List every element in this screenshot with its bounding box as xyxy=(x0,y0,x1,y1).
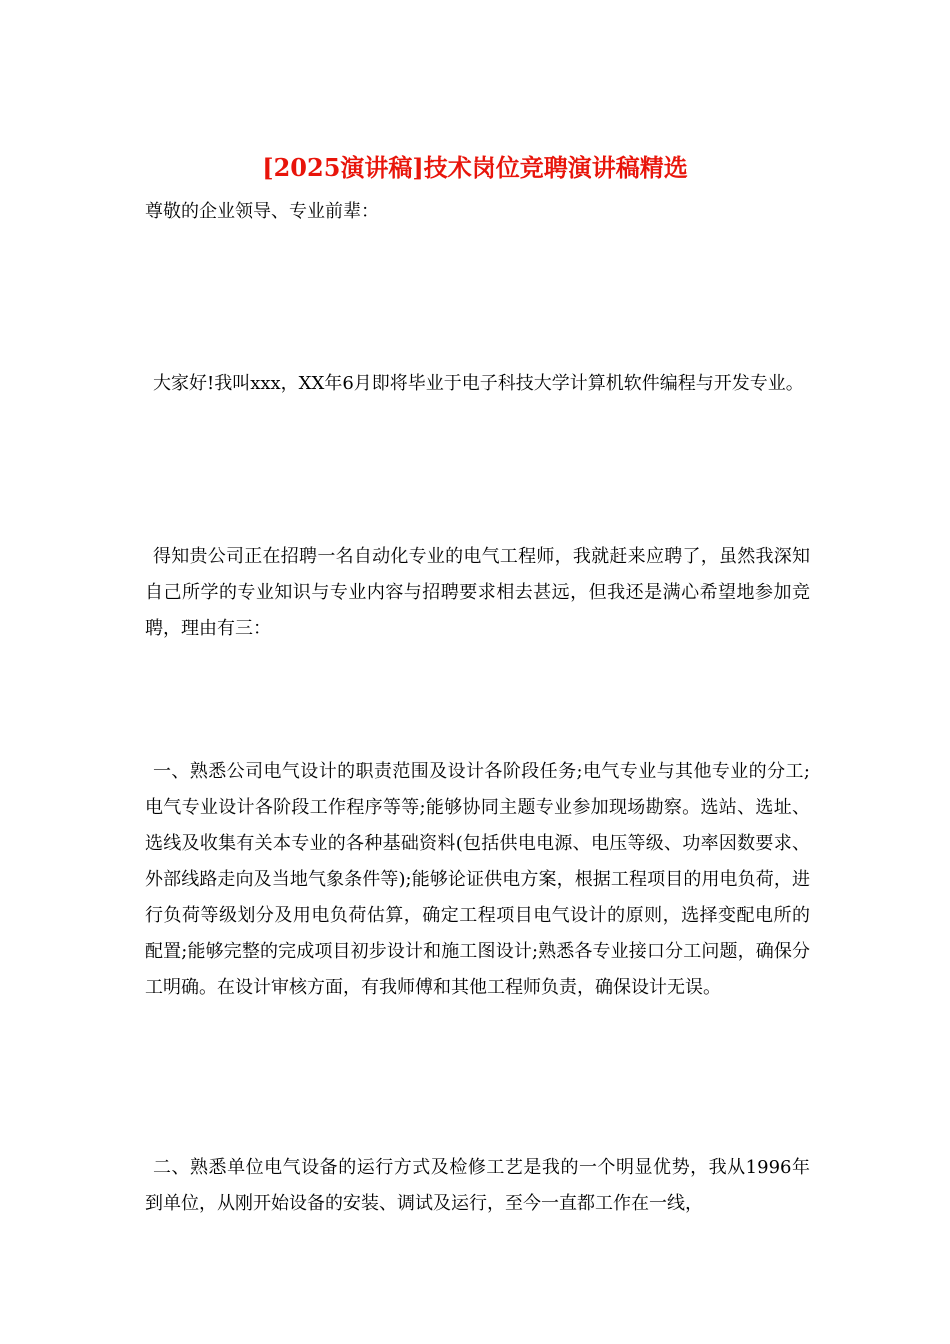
document-title: [2025演讲稿]技术岗位竞聘演讲稿精选 xyxy=(262,153,688,182)
salutation: 尊敬的企业领导、专业前辈： xyxy=(145,201,379,222)
paragraph-reason-two: 二、熟悉单位电气设备的运行方式及检修工艺是我的一个明显优势，我从1996年到单位，从刚开始设备的安装、调试及运行，至今一直都工作在一线， xyxy=(145,1157,810,1214)
paragraph-reason-one: 一、熟悉公司电气设计的职责范围及设计各阶段任务;电气专业与其他专业的分工;电气专业设计各阶段工作程序等等;能够协同主题专业参加现场勘察。选站、选址、选线及收集有关本专业的各种基础资料(包括供电电源、电压等级、功率因数要求、外部线路走向及当地气象条件等);能够论证供电方案，根据工程项目的用电负荷，进行负荷等级划分及用电负荷估算，确定工程项目电气设计的原则，选择变配电所的配置;能够完整的完成项目初步设计和施工图设计;熟悉各专业接口分工问题，确保分工明确。在设计审核方面，有我师傅和其他工程师负责，确保设计无误。 xyxy=(145,761,810,998)
paragraph-motivation: 得知贵公司正在招聘一名自动化专业的电气工程师，我就赶来应聘了，虽然我深知自己所学的专业知识与专业内容与招聘要求相去甚远，但我还是满心希望地参加竞聘，理由有三： xyxy=(145,546,810,639)
paragraph-introduction: 大家好!我叫xxx，XX年6月即将毕业于电子科技大学计算机软件编程与开发专业。 xyxy=(153,373,804,394)
